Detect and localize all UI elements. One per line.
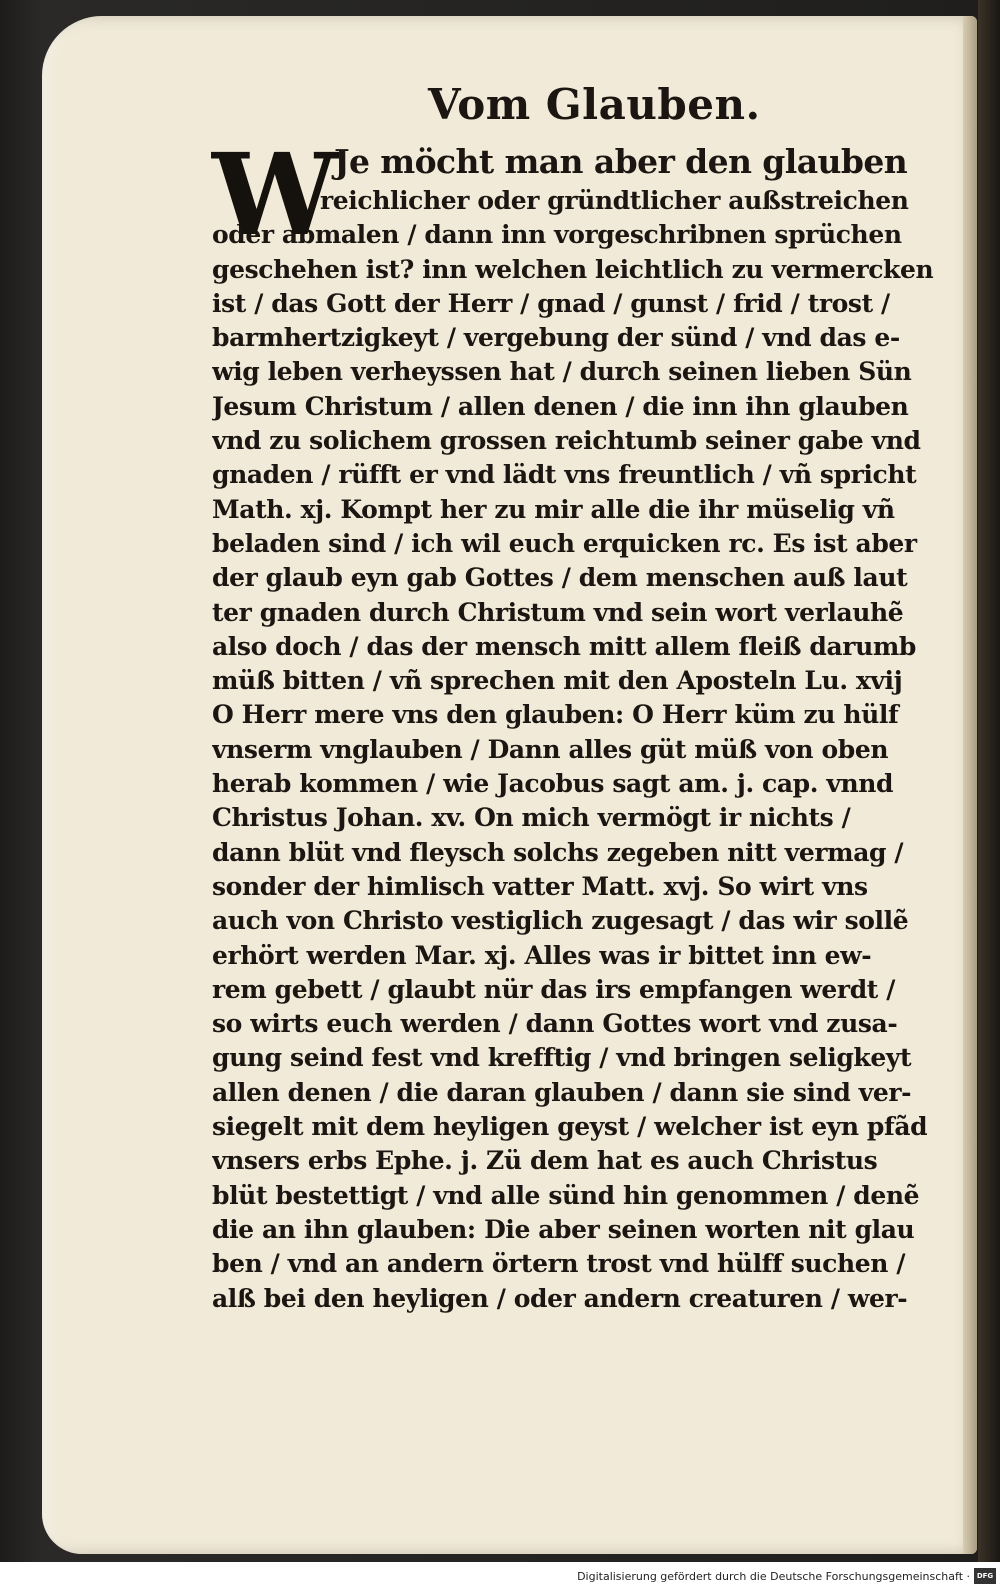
- funding-credit: Digitalisierung gefördert durch die Deutsche Forschungsgemeinschaft ·: [577, 1570, 970, 1583]
- text-line: die an ihn glauben: Die aber seinen worten nit glau: [212, 1214, 915, 1244]
- text-line: O Herr mere vns den glauben: O Herr küm zu hülf: [212, 700, 899, 730]
- text-line: Christus Johan. xv. On mich vermögt ir nichts /: [212, 803, 851, 833]
- text-line: sonder der himlisch vatter Matt. xvj. So wirt vns: [212, 871, 868, 901]
- text-line: oder abmalen / dann inn vorgeschribnen sprüchen: [212, 220, 902, 250]
- text-line: Je möcht man aber den glauben: [334, 142, 908, 181]
- text-line: vnsers erbs Ephe. j. Zü dem hat es auch Christus: [212, 1146, 878, 1176]
- text-line: ter gnaden durch Christum vnd sein wort verlauhẽ: [212, 597, 904, 627]
- text-line: alß bei den heyligen / oder andern creaturen / wer-: [212, 1283, 908, 1313]
- text-line: rem gebett / glaubt nür das irs empfangen werdt /: [212, 974, 895, 1004]
- text-line: geschehen ist? inn welchen leichtlich zu vermercken: [212, 254, 934, 284]
- text-line: barmhertzigkeyt / vergebung der sünd / vnd das e-: [212, 323, 900, 353]
- body-text: [212, 130, 948, 1316]
- drop-initial: W: [212, 130, 338, 261]
- dfg-logo: DFG: [974, 1568, 996, 1584]
- text-line: blüt bestettigt / vnd alle sünd hin genommen / denẽ: [212, 1180, 920, 1210]
- text-line: müß bitten / vñ sprechen mit den Aposteln Lu. xvij: [212, 666, 903, 696]
- text-line: siegelt mit dem heyligen geyst / welcher ist eyn pfãd: [212, 1112, 928, 1142]
- text-line: auch von Christo vestiglich zugesagt / das wir sollẽ: [212, 906, 909, 936]
- text-line: allen denen / die daran glauben / dann sie sind ver-: [212, 1077, 912, 1107]
- text-line: vnd zu solichem grossen reichtumb seiner gabe vnd: [212, 426, 921, 456]
- text-line: gung seind fest vnd krefftig / vnd bringen seligkeyt: [212, 1043, 912, 1073]
- text-line: vnserm vnglauben / Dann alles güt müß von oben: [212, 734, 889, 764]
- text-line: herab kommen / wie Jacobus sagt am. j. cap. vnnd: [212, 769, 894, 799]
- text-line: so wirts euch werden / dann Gottes wort vnd zusa-: [212, 1009, 898, 1039]
- footer-bar: [0, 1562, 1000, 1594]
- text-line: also doch / das der mensch mitt allem fleiß darumb: [212, 631, 916, 661]
- text-line: Jesum Christum / allen denen / die inn ihn glauben: [212, 391, 909, 421]
- page-heading: Vom Glauben.: [428, 80, 761, 129]
- text-line: beladen sind / ich wil euch erquicken rc. Es ist aber: [212, 528, 917, 558]
- text-line: wig leben verheyssen hat / durch seinen lieben Sün: [212, 357, 912, 387]
- text-line: der glaub eyn gab Gottes / dem menschen auß laut: [212, 563, 908, 593]
- text-line: ist / das Gott der Herr / gnad / gunst / frid / trost /: [212, 288, 890, 318]
- text-line: ben / vnd an andern örtern trost vnd hülff suchen /: [212, 1249, 906, 1279]
- text-line: gnaden / rüfft er vnd lädt vns freuntlich / vñ spricht: [212, 460, 917, 490]
- text-line: Math. xj. Kompt her zu mir alle die ihr müselig vñ: [212, 494, 895, 524]
- book-binding-edge: [978, 0, 1000, 1562]
- text-line: erhört werden Mar. xj. Alles was ir bittet inn ew-: [212, 940, 872, 970]
- page-edge: [963, 16, 977, 1554]
- text-line: dann blüt vnd fleysch solchs zegeben nitt vermag /: [212, 837, 904, 867]
- text-line: reichlicher oder gründtlicher außstreichen: [320, 186, 909, 215]
